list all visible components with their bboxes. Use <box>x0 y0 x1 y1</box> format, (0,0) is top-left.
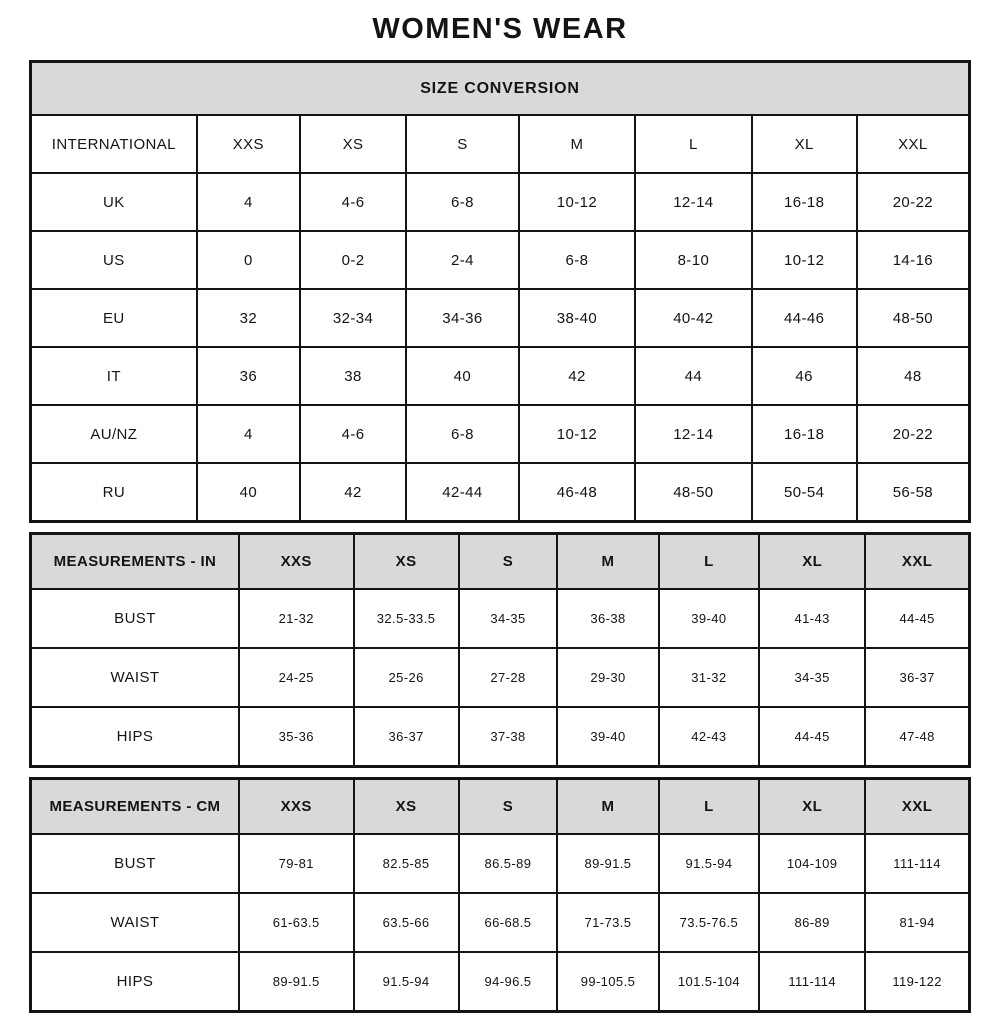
row-label: BUST <box>31 589 239 648</box>
column-header: XL <box>752 115 857 173</box>
size-conversion-table <box>29 60 971 523</box>
measurement-value: 25-26 <box>354 648 459 707</box>
column-header: XXL <box>865 534 969 590</box>
table-row <box>31 952 970 1012</box>
page-title: WOMEN'S WEAR <box>372 13 628 45</box>
size-value: 12-14 <box>635 405 751 463</box>
size-value: 6-8 <box>406 173 519 231</box>
size-value: 38 <box>300 347 406 405</box>
measurement-value: 91.5-94 <box>659 834 759 893</box>
column-header: XXL <box>865 779 969 835</box>
measurement-value: 89-91.5 <box>239 952 354 1012</box>
size-value: 56-58 <box>857 463 970 522</box>
size-value: 42-44 <box>406 463 519 522</box>
measurement-value: 39-40 <box>659 589 759 648</box>
measurement-value: 104-109 <box>759 834 865 893</box>
size-value: 34-36 <box>406 289 519 347</box>
column-header: XL <box>759 779 865 835</box>
size-value: 46 <box>752 347 857 405</box>
measurement-value: 47-48 <box>865 707 969 767</box>
measurement-value: 42-43 <box>659 707 759 767</box>
size-value: 40-42 <box>635 289 751 347</box>
measurements-cm-table <box>29 777 971 1013</box>
column-header: XL <box>759 534 865 590</box>
measurement-value: 79-81 <box>239 834 354 893</box>
size-value: 0 <box>197 231 300 289</box>
size-value: 4 <box>197 405 300 463</box>
measurement-value: 82.5-85 <box>354 834 459 893</box>
size-value: 6-8 <box>406 405 519 463</box>
column-header: XS <box>354 779 459 835</box>
size-value: 46-48 <box>519 463 635 522</box>
measurement-value: 39-40 <box>557 707 658 767</box>
measurements-in-table <box>29 532 971 768</box>
size-value: 4-6 <box>300 405 406 463</box>
table-row <box>31 289 970 347</box>
row-label: US <box>31 231 197 289</box>
measurement-value: 37-38 <box>459 707 558 767</box>
measurement-value: 61-63.5 <box>239 893 354 952</box>
measurement-value: 71-73.5 <box>557 893 658 952</box>
table-row <box>31 173 970 231</box>
measurement-value: 101.5-104 <box>659 952 759 1012</box>
measurement-value: 27-28 <box>459 648 558 707</box>
size-value: 6-8 <box>519 231 635 289</box>
table-row <box>31 405 970 463</box>
size-value: 48 <box>857 347 970 405</box>
size-value: 20-22 <box>857 405 970 463</box>
row-label: WAIST <box>31 893 239 952</box>
measurements-cm-title: MEASUREMENTS - CM <box>31 779 239 835</box>
size-value: 42 <box>519 347 635 405</box>
row-label: EU <box>31 289 197 347</box>
measurement-value: 86.5-89 <box>459 834 558 893</box>
table-row <box>31 834 970 893</box>
table-row <box>31 231 970 289</box>
column-header-row <box>31 779 970 835</box>
row-label: AU/NZ <box>31 405 197 463</box>
measurement-value: 111-114 <box>865 834 969 893</box>
row-label: HIPS <box>31 952 239 1012</box>
table-row <box>31 893 970 952</box>
measurements-in-title: MEASUREMENTS - IN <box>31 534 239 590</box>
size-value: 44-46 <box>752 289 857 347</box>
size-value: 48-50 <box>857 289 970 347</box>
measurement-value: 86-89 <box>759 893 865 952</box>
size-value: 20-22 <box>857 173 970 231</box>
size-value: 16-18 <box>752 405 857 463</box>
measurement-value: 111-114 <box>759 952 865 1012</box>
size-value: 4 <box>197 173 300 231</box>
measurement-value: 99-105.5 <box>557 952 658 1012</box>
column-header: M <box>557 779 658 835</box>
column-header: XXS <box>239 534 354 590</box>
measurement-value: 35-36 <box>239 707 354 767</box>
measurement-value: 94-96.5 <box>459 952 558 1012</box>
column-header: S <box>406 115 519 173</box>
column-header-row <box>31 115 970 173</box>
measurement-value: 73.5-76.5 <box>659 893 759 952</box>
table-row <box>31 648 970 707</box>
measurement-value: 21-32 <box>239 589 354 648</box>
measurement-value: 31-32 <box>659 648 759 707</box>
column-header: S <box>459 534 558 590</box>
column-header: INTERNATIONAL <box>31 115 197 173</box>
size-value: 40 <box>197 463 300 522</box>
measurement-value: 63.5-66 <box>354 893 459 952</box>
measurement-value: 36-37 <box>865 648 969 707</box>
measurement-value: 89-91.5 <box>557 834 658 893</box>
table-row <box>31 463 970 522</box>
table-row <box>31 347 970 405</box>
size-value: 8-10 <box>635 231 751 289</box>
table-row <box>31 707 970 767</box>
measurement-value: 91.5-94 <box>354 952 459 1012</box>
size-value: 10-12 <box>519 405 635 463</box>
size-value: 4-6 <box>300 173 406 231</box>
measurement-value: 29-30 <box>557 648 658 707</box>
size-conversion-title: SIZE CONVERSION <box>31 62 970 116</box>
size-value: 32-34 <box>300 289 406 347</box>
row-label: BUST <box>31 834 239 893</box>
size-value: 48-50 <box>635 463 751 522</box>
measurement-value: 41-43 <box>759 589 865 648</box>
row-label: HIPS <box>31 707 239 767</box>
size-value: 0-2 <box>300 231 406 289</box>
table-title-row <box>31 62 970 116</box>
row-label: UK <box>31 173 197 231</box>
measurement-value: 24-25 <box>239 648 354 707</box>
size-value: 16-18 <box>752 173 857 231</box>
measurement-value: 36-38 <box>557 589 658 648</box>
column-header: XXS <box>197 115 300 173</box>
measurement-value: 44-45 <box>865 589 969 648</box>
size-value: 10-12 <box>752 231 857 289</box>
row-label: RU <box>31 463 197 522</box>
column-header: L <box>659 779 759 835</box>
measurement-value: 32.5-33.5 <box>354 589 459 648</box>
column-header: S <box>459 779 558 835</box>
size-value: 2-4 <box>406 231 519 289</box>
measurement-value: 119-122 <box>865 952 969 1012</box>
measurement-value: 81-94 <box>865 893 969 952</box>
size-value: 38-40 <box>519 289 635 347</box>
size-value: 44 <box>635 347 751 405</box>
column-header-row <box>31 534 970 590</box>
size-value: 50-54 <box>752 463 857 522</box>
column-header: XS <box>300 115 406 173</box>
column-header: L <box>659 534 759 590</box>
column-header: XXS <box>239 779 354 835</box>
column-header: L <box>635 115 751 173</box>
measurement-value: 34-35 <box>459 589 558 648</box>
size-value: 36 <box>197 347 300 405</box>
column-header: M <box>557 534 658 590</box>
size-value: 10-12 <box>519 173 635 231</box>
size-value: 14-16 <box>857 231 970 289</box>
column-header: M <box>519 115 635 173</box>
row-label: IT <box>31 347 197 405</box>
size-value: 40 <box>406 347 519 405</box>
measurement-value: 44-45 <box>759 707 865 767</box>
column-header: XS <box>354 534 459 590</box>
measurement-value: 66-68.5 <box>459 893 558 952</box>
table-row <box>31 589 970 648</box>
size-value: 42 <box>300 463 406 522</box>
measurement-value: 36-37 <box>354 707 459 767</box>
row-label: WAIST <box>31 648 239 707</box>
size-value: 12-14 <box>635 173 751 231</box>
size-value: 32 <box>197 289 300 347</box>
measurement-value: 34-35 <box>759 648 865 707</box>
column-header: XXL <box>857 115 970 173</box>
